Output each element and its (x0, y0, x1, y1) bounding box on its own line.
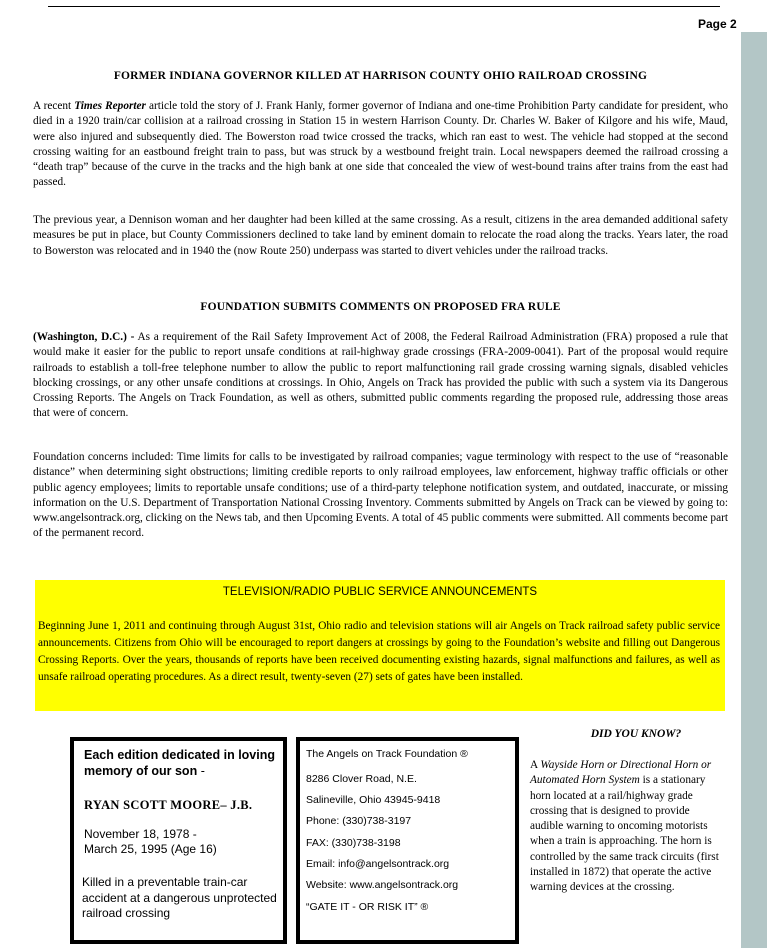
article2-paragraph-1 (33, 330, 728, 422)
article1-lead: A recent (33, 100, 75, 112)
dyk-text: is a stationary horn located at a rail/highway grade crossing that is designed to provide audible warning to oncoming motorists when a train is approaching. The horn is controlled by the same track circuits (first installed in 1872) that operate the active warning devices at the crossing. (530, 774, 719, 894)
article1-body: article told the story of J. Frank Hanly, former governor of Indiana and one-time Prohibition Party candidate for president, who died in a 1920 train/car collision at a railroad crossing in Station 15 in western Harrison County. Dr. Charles W. Baker of Kilgore and his wife, Maud, were also injured and subsequently died. The Bowerston road twice crossed the tracks, which ran east to west. The vehicle had stopped at the second crossing waiting for an eastbound freight train to pass, but was struck by a westbound freight train. Local newspapers deemed the railroad crossing a “death trap” because of the curve in the tracks and the high bank at one side that concealed the view of west-bound trains after trains from the east had passed. (33, 100, 729, 189)
memorial-title (84, 747, 279, 779)
memorial-title-dash: - (197, 764, 205, 778)
contact-street: 8286 Clover Road, N.E. (306, 773, 417, 785)
contact-box (296, 737, 519, 944)
contact-fax: FAX: (330)738-3198 (306, 837, 401, 849)
article2-title: FOUNDATION SUBMITS COMMENTS ON PROPOSED FRA RULE (200, 301, 561, 313)
article2-dateline: (Washington, D.C.) - (33, 331, 135, 343)
contact-phone: Phone: (330)738-3197 (306, 815, 412, 827)
dyk-term: Wayside Horn or Directional Horn or Automated Horn System (530, 759, 712, 787)
contact-slogan: “GATE IT - OR RISK IT” ® (306, 901, 429, 913)
article1-title: FORMER INDIANA GOVERNOR KILLED AT HARRISON COUNTY OHIO RAILROAD CROSSING (113, 70, 648, 82)
top-rule (48, 6, 720, 7)
memorial-note: Killed in a preventable train-car accident at a dangerous unprotected railroad crossing (82, 875, 277, 920)
memorial-name: RYAN SCOTT MOORE– J.B. (84, 798, 253, 812)
memorial-box (70, 737, 287, 944)
article1-source: Times Reporter (74, 100, 146, 112)
contact-email[interactable]: Email: info@angelsontrack.org (306, 858, 450, 870)
article1-paragraph-2: The previous year, a Dennison woman and her daughter had been killed at the same crossing. As a result, citizens in the area demanded additional safety measures be put in place, but County Commissioners declined to take land by eminent domain to relocate the road along the tracks. Years later, the road to Bowerston was relocated and in 1940 the (now Route 250) underpass was started to divert vehicles under the railroad tracks. (33, 214, 728, 257)
did-you-know-title: DID YOU KNOW? (590, 728, 682, 740)
memorial-dates (84, 827, 217, 857)
memorial-birth-date: November 18, 1978 - (84, 827, 197, 841)
page-number: Page 2 (698, 17, 737, 31)
memorial-title-text: Each edition dedicated in loving memory of our son (84, 748, 275, 778)
did-you-know-body (530, 758, 720, 896)
psa-title: TELEVISION/RADIO PUBLIC SERVICE ANNOUNCEMENTS (222, 586, 538, 598)
dyk-lead: A (530, 759, 541, 771)
psa-body: Beginning June 1, 2011 and continuing through August 31st, Ohio radio and television stations will air Angels on Track railroad safety public service announcements. Citizens from Ohio will be encouraged to report dangers at crossings by going to the Foundation’s website and filling out Dangerous Crossing Reports. Over the years, thousands of reports have been received documenting existing hazards, signal malfunctions and failures, as well as unsafe railroad operating procedures. As a direct result, twenty-seven (27) sets of gates have been installed. (38, 620, 720, 683)
article2-body: As a requirement of the Rail Safety Improvement Act of 2008, the Federal Railroad Administration (FRA) proposed a rule that would make it easier for the public to report unsafe conditions at rail-highway grade crossings (FRA-2009-0041). Part of the proposal would require railroads to establish a toll-free telephone number to allow the public to report malfunctioning rail grade crossing warning signals, disabled vehicles blocking crossings, or any other unsafe conditions at crossings. In Ohio, Angels on Track has provided the public with such a system via its Dangerous Crossing Reports. The Angels on Track Foundation, as well as others, submitted public comments regarding the proposed rule, addressing those areas that were of concern. (33, 331, 728, 420)
article2-paragraph-2: Foundation concerns included: Time limits for calls to be investigated by railroad companies; vague terminology with respect to the use of “reasonable distance” when determining sight obstructions; limiting credible reports to only railroad employees, law enforcement, highway traffic officials or other public agency employees; limits to reportable unsafe conditions; use of a third-party telephone notification system, and outdated, inaccurate, or missing information on the U.S. Department of Transportation National Crossing Inventory. Comments submitted by Angels on Track can be viewed by going to: www.angelsontrack.org, clicking on the News tab, and then Upcoming Events. A total of 45 public comments were submitted. All comments become part of the permanent record. (33, 451, 728, 540)
memorial-death-date: March 25, 1995 (Age 16) (84, 842, 217, 856)
contact-org: The Angels on Track Foundation ® (306, 748, 468, 760)
side-color-bar (741, 32, 767, 948)
contact-website[interactable]: Website: www.angelsontrack.org (306, 879, 459, 891)
contact-city: Salineville, Ohio 43945-9418 (306, 794, 441, 806)
article1-paragraph-1 (33, 99, 728, 191)
psa-box (35, 580, 725, 711)
